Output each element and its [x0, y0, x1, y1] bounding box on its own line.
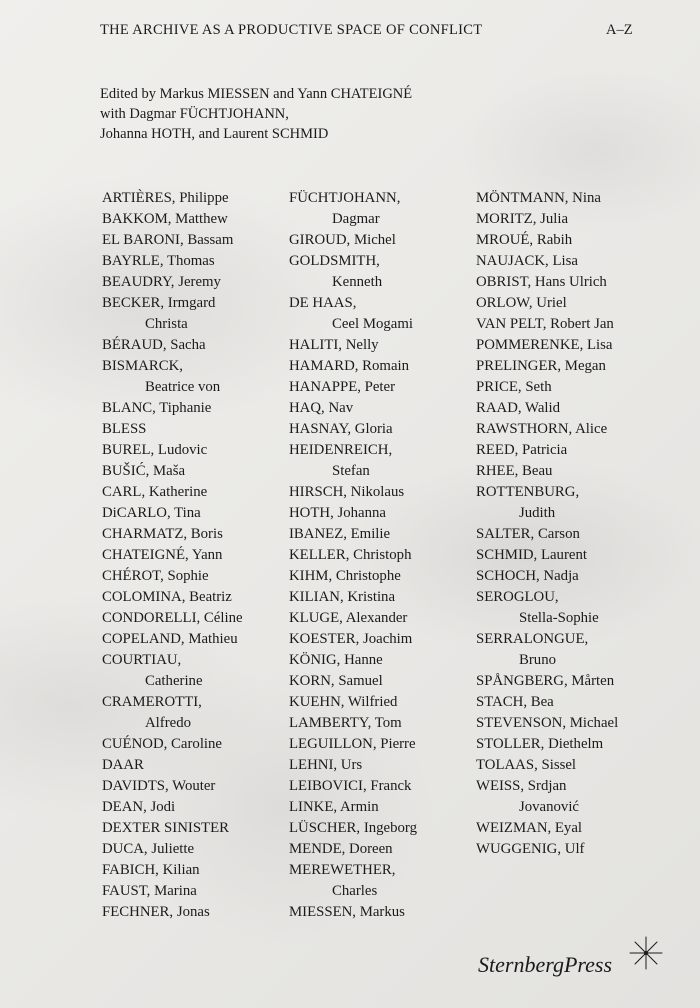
contributor-name-continuation: Beatrice von	[145, 379, 221, 395]
contributor-name: MROUÉ, Rabih	[476, 232, 573, 248]
contributor-name: STACH, Bea	[476, 694, 554, 710]
contributor-name: POMMERENKE, Lisa	[476, 337, 613, 353]
contributor-name: HASNAY, Gloria	[289, 421, 393, 437]
contributor-name: LAMBERTY, Tom	[289, 715, 402, 731]
contributor-name: KÖNIG, Hanne	[289, 652, 383, 668]
editors-block	[100, 84, 412, 144]
contributor-name: LEHNI, Urs	[289, 757, 363, 773]
contributor-name: ROTTENBURG,	[476, 484, 580, 500]
contributor-name-continuation: Stefan	[332, 463, 370, 479]
contributor-name: GIROUD, Michel	[289, 232, 396, 248]
contributor-name: DUCA, Juliette	[102, 841, 195, 857]
contributor-name: REED, Patricia	[476, 442, 568, 458]
contributor-name: RHEE, Beau	[476, 463, 553, 479]
contributor-name: DEAN, Jodi	[102, 799, 176, 815]
contributor-name-continuation: Alfredo	[145, 715, 192, 731]
contributor-name-continuation: Stella-Sophie	[519, 610, 599, 626]
contributor-name-continuation: Jovanović	[519, 799, 579, 815]
contributors-column-2	[289, 188, 417, 923]
contributor-name: CONDORELLI, Céline	[102, 610, 243, 626]
contributor-name: STEVENSON, Michael	[476, 715, 619, 731]
contributor-name-continuation: Dagmar	[332, 211, 380, 227]
contributor-name: BLANC, Tiphanie	[102, 400, 212, 416]
contributors-column-1	[102, 188, 243, 923]
contributor-name: DE HAAS,	[289, 295, 357, 311]
contributor-name: LÜSCHER, Ingeborg	[289, 820, 417, 836]
contributor-name: FAUST, Marina	[102, 883, 197, 899]
contributor-name: RAWSTHORN, Alice	[476, 421, 608, 437]
contributor-name: LINKE, Armin	[289, 799, 379, 815]
contributor-name: KORN, Samuel	[289, 673, 383, 689]
contributor-name: HAMARD, Romain	[289, 358, 410, 374]
contributor-name: SCHMID, Laurent	[476, 547, 587, 563]
contributor-name: KELLER, Christoph	[289, 547, 412, 563]
contributor-name: BECKER, Irmgard	[102, 295, 216, 311]
contributor-name: HAQ, Nav	[289, 400, 354, 416]
publisher-logo: SternbergPress	[478, 952, 613, 977]
contributor-name: WEISS, Srdjan	[476, 778, 567, 794]
contributor-name: COURTIAU,	[102, 652, 182, 668]
contributor-name: LEGUILLON, Pierre	[289, 736, 416, 752]
contributor-name: VAN PELT, Robert Jan	[476, 316, 614, 332]
contributor-name: PRELINGER, Megan	[476, 358, 606, 374]
contributor-name: HOTH, Johanna	[289, 505, 386, 521]
contributor-name: HANAPPE, Peter	[289, 379, 396, 395]
contributor-name-continuation: Christa	[145, 316, 188, 332]
contributor-name: CHATEIGNÉ, Yann	[102, 547, 223, 563]
contributor-name: BUŠIĆ, Maša	[102, 463, 186, 479]
contributor-name: DAAR	[102, 757, 144, 773]
contributor-name: EL BARONI, Bassam	[102, 232, 234, 248]
contributor-name-continuation: Kenneth	[332, 274, 383, 290]
editors-line: with Dagmar FÜCHTJOHANN,	[100, 106, 289, 122]
contributor-name: ARTIÈRES, Philippe	[102, 190, 229, 206]
contributor-name: FECHNER, Jonas	[102, 904, 210, 920]
contributor-name-continuation: Ceel Mogami	[332, 316, 413, 332]
contributor-name: BAYRLE, Thomas	[102, 253, 215, 269]
contributor-name: BISMARCK,	[102, 358, 183, 374]
contributor-name: HALITI, Nelly	[289, 337, 379, 353]
contributor-name: MIESSEN, Markus	[289, 904, 405, 920]
contributor-name: BUREL, Ludovic	[102, 442, 208, 458]
contributor-name: BLESS	[102, 421, 147, 437]
contributor-name: LEIBOVICI, Franck	[289, 778, 412, 794]
contributor-name: KLUGE, Alexander	[289, 610, 408, 626]
contributor-name: SPÅNGBERG, Mårten	[476, 673, 615, 689]
contributor-name-continuation: Bruno	[519, 652, 556, 668]
editors-line: Johanna HOTH, and Laurent SCHMID	[100, 126, 329, 142]
contributor-name: CHÉROT, Sophie	[102, 568, 209, 584]
book-title: THE ARCHIVE AS A PRODUCTIVE SPACE OF CONFLICT	[100, 22, 483, 38]
contributor-name: SCHOCH, Nadja	[476, 568, 579, 584]
contributors-column-3	[476, 188, 618, 860]
contributor-name: COPELAND, Mathieu	[102, 631, 238, 647]
contributor-name: KUEHN, Wilfried	[289, 694, 398, 710]
contributor-name: KIHM, Christophe	[289, 568, 401, 584]
contributor-name: SERRALONGUE,	[476, 631, 589, 647]
contributor-name: IBANEZ, Emilie	[289, 526, 391, 542]
contributor-name: FABICH, Kilian	[102, 862, 200, 878]
contributor-name: DAVIDTS, Wouter	[102, 778, 216, 794]
contributor-name: MÖNTMANN, Nina	[476, 190, 601, 206]
contributor-name: PRICE, Seth	[476, 379, 552, 395]
contributor-name: WEIZMAN, Eyal	[476, 820, 583, 836]
contributor-name: ORLOW, Uriel	[476, 295, 567, 311]
contributor-name: CUÉNOD, Caroline	[102, 736, 223, 752]
contributor-name: SEROGLOU,	[476, 589, 559, 605]
contributor-name: CHARMATZ, Boris	[102, 526, 223, 542]
contributor-name: STOLLER, Diethelm	[476, 736, 604, 752]
contributor-name: MENDE, Doreen	[289, 841, 393, 857]
contributor-name-continuation: Charles	[332, 883, 378, 899]
contributor-name: TOLAAS, Sissel	[476, 757, 577, 773]
contributor-name-continuation: Judith	[519, 505, 556, 521]
contributor-name: BEAUDRY, Jeremy	[102, 274, 221, 290]
contributor-name: DiCARLO, Tina	[102, 505, 201, 521]
contributor-name: CARL, Katherine	[102, 484, 208, 500]
contributor-name: BAKKOM, Matthew	[102, 211, 228, 227]
contributor-name: NAUJACK, Lisa	[476, 253, 578, 269]
contributor-name: CRAMEROTTI,	[102, 694, 202, 710]
contributor-name: MORITZ, Julia	[476, 211, 569, 227]
contributor-name: GOLDSMITH,	[289, 253, 380, 269]
contributor-name: HIRSCH, Nikolaus	[289, 484, 405, 500]
editors-line: Edited by Markus MIESSEN and Yann CHATEIGNÉ	[100, 86, 413, 102]
contributor-name: SALTER, Carson	[476, 526, 580, 542]
contributor-name: KILIAN, Kristina	[289, 589, 396, 605]
contributor-name: DEXTER SINISTER	[102, 820, 230, 836]
star-icon	[628, 935, 664, 971]
index-label: A–Z	[606, 22, 633, 38]
contributor-name: COLOMINA, Beatriz	[102, 589, 232, 605]
contributor-name: FÜCHTJOHANN,	[289, 190, 401, 206]
contributor-name: RAAD, Walid	[476, 400, 561, 416]
contributor-name: OBRIST, Hans Ulrich	[476, 274, 607, 290]
contributor-name: KOESTER, Joachim	[289, 631, 413, 647]
contributor-name-continuation: Catherine	[145, 673, 203, 689]
contributor-name: MEREWETHER,	[289, 862, 396, 878]
contributor-name: HEIDENREICH,	[289, 442, 393, 458]
contributor-name: WUGGENIG, Ulf	[476, 841, 585, 857]
contributor-name: BÉRAUD, Sacha	[102, 337, 206, 353]
